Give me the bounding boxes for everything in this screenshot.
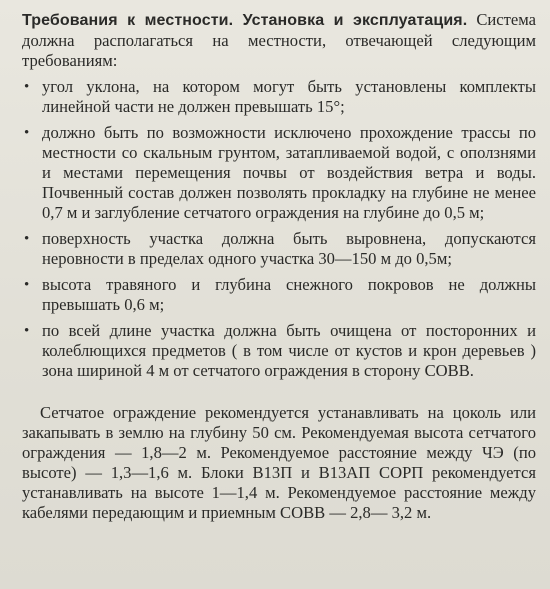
fence-recommendations-paragraph: Сетчатое ограждение рекомендуется устанавливать на цоколь или закапывать в землю на глубину 50 см. Рекомендуемая высота сетчатого ограждения — 1,8—2 м. Рекомендуемое расстояние между ЧЭ (по высоте) — 1,3—1,6 м. Блоки В13П и В13АП СОРП рекомендуется устанавливать на высоте 1—1,4 м. Рекомендуемое расстояние между кабелями передающим и приемным СОВВ — 2,8— 3,2 м. [22, 403, 536, 522]
list-item [22, 321, 536, 381]
bullet-icon: • [24, 79, 30, 95]
requirement-text: по всей длине участка должна быть очищена от посторонних и колеблющихся предметов ( в том числе от кустов и крон деревьев ) зона шириной 4 м от сетчатого ограждения в сторону СОВВ. [42, 321, 536, 380]
requirement-text: высота травяного и глубина снежного покровов не должны превышать 0,6 м; [42, 275, 536, 314]
intro-paragraph [22, 10, 536, 71]
requirement-text: должно быть по возможности исключено прохождение трассы по местности со скальным грунтом, затапливаемой водой, с оползнями и местами перемещения почвы от воздействия ветра и воды. Почвенный состав должен позволять прокладку на глубине не менее 0,7 м и заглубление сетчатого ограждения на глубине до 0,5 м; [42, 123, 536, 222]
bullet-icon: • [24, 277, 30, 293]
bullet-icon: • [24, 125, 30, 141]
document-body [22, 10, 536, 523]
requirement-text: угол уклона, на котором могут быть установлены комплекты линейной части не должен превышать 15°; [42, 77, 536, 116]
list-item [22, 77, 536, 117]
section-heading: Требования к местности. Установка и эксплуатация. [22, 12, 468, 29]
list-item [22, 229, 536, 269]
intro-text: Система должна располагаться на местности, отвечающей следующим требованиям: [22, 10, 536, 70]
list-item [22, 275, 536, 315]
bullet-icon: • [24, 323, 30, 339]
requirement-text: поверхность участка должна быть выровнена, допускаются неровности в пределах одного участка 30—150 м до 0,5м; [42, 229, 536, 268]
requirements-list [22, 77, 536, 381]
bullet-icon: • [24, 231, 30, 247]
list-item [22, 123, 536, 223]
